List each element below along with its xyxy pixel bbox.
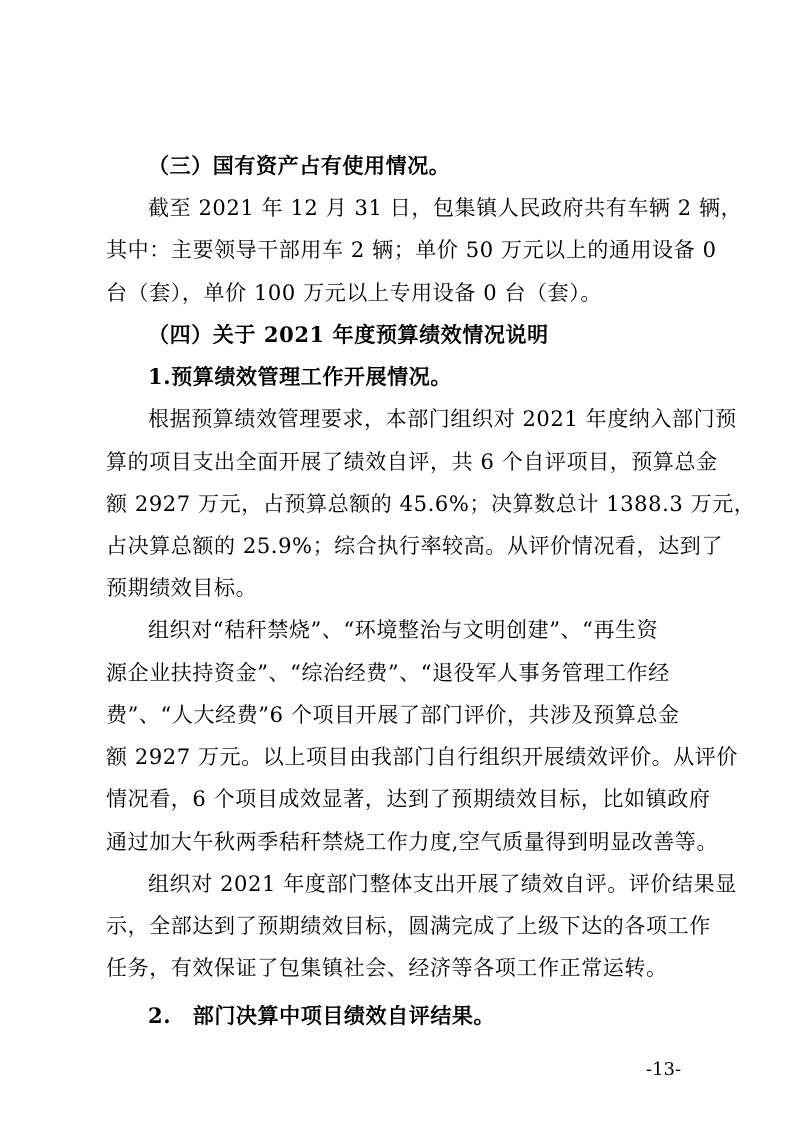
para1-line-2: 算的项目支出全面开展了绩效自评，共 6 个自评项目，预算总金 xyxy=(106,450,718,474)
section-heading-performance: （四）关于 2021 年度预算绩效情况说明 xyxy=(148,322,549,347)
para1-line-3: 额 2927 万元，占预算总额的 45.6%；决算数总计 1388.3 万元， xyxy=(106,492,756,516)
para1-line-4: 占决算总额的 25.9%；综合执行率较高。从评价情况看，达到了 xyxy=(106,534,723,558)
para2-line-5: 情况看，6 个项目成效显著，达到了预期绩效目标，比如镇政府 xyxy=(106,787,711,811)
para3-line-2: 示，全部达到了预期绩效目标，圆满完成了上级下达的各项工作 xyxy=(106,914,711,938)
assets-line-3: 台（套），单价 100 万元以上专用设备 0 台（套）。 xyxy=(106,281,602,305)
para2-line-2: 源企业扶持资金”、“综治经费”、“退役军人事务管理工作经 xyxy=(106,661,670,685)
para2-line-3: 费”、“人大经费”6 个项目开展了部门评价，共涉及预算总金 xyxy=(106,703,680,727)
para2-line-1: 组织对“秸秆禁烧”、“环境整治与文明创建”、“再生资 xyxy=(148,618,659,642)
page-number: -13- xyxy=(646,1059,682,1080)
para3-line-3: 任务，有效保证了包集镇社会、经济等各项工作正常运转。 xyxy=(106,956,668,980)
assets-line-2: 其中：主要领导干部用车 2 辆；单价 50 万元以上的通用设备 0 xyxy=(106,238,717,262)
assets-line-1: 截至 2021 年 12 月 31 日，包集镇人民政府共有车辆 2 辆， xyxy=(148,196,743,220)
para3-line-1: 组织对 2021 年度部门整体支出开展了绩效自评。评价结果显 xyxy=(148,872,737,896)
subheading-management: 1.预算绩效管理工作开展情况。 xyxy=(148,364,452,389)
subheading-results: 2. 部门决算中项目绩效自评结果。 xyxy=(148,1003,496,1028)
para1-line-5: 预期绩效目标。 xyxy=(106,576,258,600)
section-heading-assets: （三）国有资产占有使用情况。 xyxy=(148,153,451,178)
para2-line-4: 额 2927 万元。以上项目由我部门自行组织开展绩效评价。从评价 xyxy=(106,745,738,769)
para2-line-6: 通过加大午秋两季秸秆禁烧工作力度,空气质量得到明显改善等。 xyxy=(106,830,719,854)
para1-line-1: 根据预算绩效管理要求，本部门组织对 2021 年度纳入部门预 xyxy=(148,407,737,431)
